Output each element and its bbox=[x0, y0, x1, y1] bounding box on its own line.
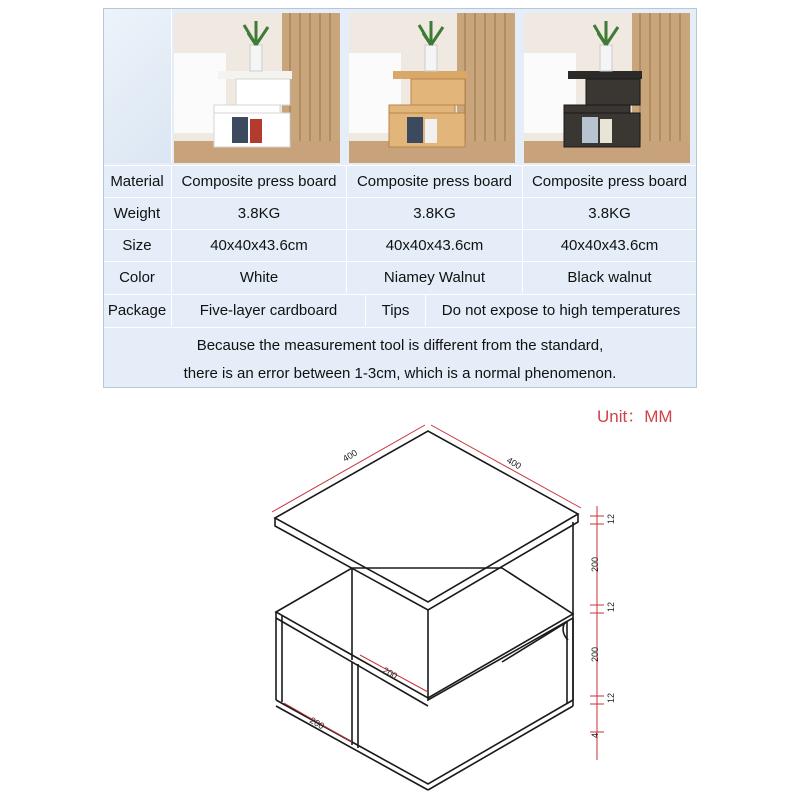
white-nightstand-image bbox=[174, 13, 340, 163]
walnut-nightstand-image bbox=[349, 13, 515, 163]
dim-label-shelf: 200 bbox=[381, 665, 400, 682]
dim-label-lower-gap: 200 bbox=[590, 646, 600, 662]
spec-table bbox=[103, 8, 697, 388]
dim-label-thickness-top: 12 bbox=[606, 513, 616, 524]
unit-label: Unit：MM bbox=[597, 407, 673, 426]
table-cell: 3.8KG bbox=[346, 198, 522, 229]
product-photo-walnut bbox=[349, 13, 515, 163]
table-cell: Composite press board bbox=[171, 166, 346, 197]
table-cell: 40x40x43.6cm bbox=[346, 230, 522, 261]
package-value: Five-layer cardboard bbox=[171, 295, 365, 326]
table-cell: 3.8KG bbox=[522, 198, 696, 229]
bottom-board bbox=[276, 700, 573, 784]
dimension-line-top-width bbox=[272, 425, 425, 512]
dim-label-base-gap: 4 bbox=[590, 732, 600, 738]
dim-label-thickness-bottom: 12 bbox=[606, 692, 616, 703]
spec-row-size bbox=[104, 229, 696, 261]
table-cell: White bbox=[171, 262, 346, 293]
row-header: Size bbox=[122, 237, 152, 254]
spec-row-color bbox=[104, 261, 696, 293]
dim-label-top-width: 400 bbox=[341, 447, 360, 464]
dimension-line-top-depth bbox=[431, 425, 581, 508]
table-cell: 3.8KG bbox=[171, 198, 346, 229]
dim-label-thickness-mid: 12 bbox=[606, 601, 616, 612]
note-line: Because the measurement tool is different from the standard, bbox=[196, 337, 604, 354]
dimension-drawing bbox=[0, 400, 800, 800]
spec-row-package bbox=[104, 294, 696, 326]
dim-label-top-depth: 400 bbox=[505, 455, 524, 472]
dim-label-upper-gap: 200 bbox=[590, 556, 600, 572]
upper-front-panel bbox=[428, 610, 573, 700]
top-board-edge bbox=[275, 514, 578, 610]
product-photo-white bbox=[174, 13, 340, 163]
table-cell: Niamey Walnut bbox=[346, 262, 522, 293]
bottom-board-edge-right bbox=[428, 706, 573, 790]
note-line: there is an error between 1-3cm, which is a normal phenomenon. bbox=[183, 365, 617, 382]
product-photo-black bbox=[524, 13, 690, 163]
measurement-note bbox=[104, 327, 696, 389]
table-cell: Composite press board bbox=[346, 166, 522, 197]
black-nightstand-image bbox=[524, 13, 690, 163]
dimension-lines bbox=[272, 425, 604, 760]
spec-row-material bbox=[104, 165, 696, 197]
row-header: Weight bbox=[113, 205, 161, 222]
table-cell: Composite press board bbox=[522, 166, 696, 197]
table-cell: Black walnut bbox=[522, 262, 696, 293]
dimension-labels bbox=[308, 448, 616, 738]
row-header: Material bbox=[110, 173, 164, 190]
tips-label: Tips bbox=[365, 295, 425, 326]
top-board bbox=[275, 431, 578, 602]
middle-shelf bbox=[276, 568, 573, 698]
spec-row-weight bbox=[104, 197, 696, 229]
row-header: Package bbox=[107, 302, 167, 319]
tips-value: Do not expose to high temperatures bbox=[425, 295, 696, 326]
table-corner bbox=[104, 9, 172, 163]
row-header: Color bbox=[119, 269, 155, 286]
inner-back-edge bbox=[502, 622, 567, 662]
table-cell: 40x40x43.6cm bbox=[171, 230, 346, 261]
table-cell: 40x40x43.6cm bbox=[522, 230, 696, 261]
dim-label-bottom: 200 bbox=[308, 715, 327, 732]
